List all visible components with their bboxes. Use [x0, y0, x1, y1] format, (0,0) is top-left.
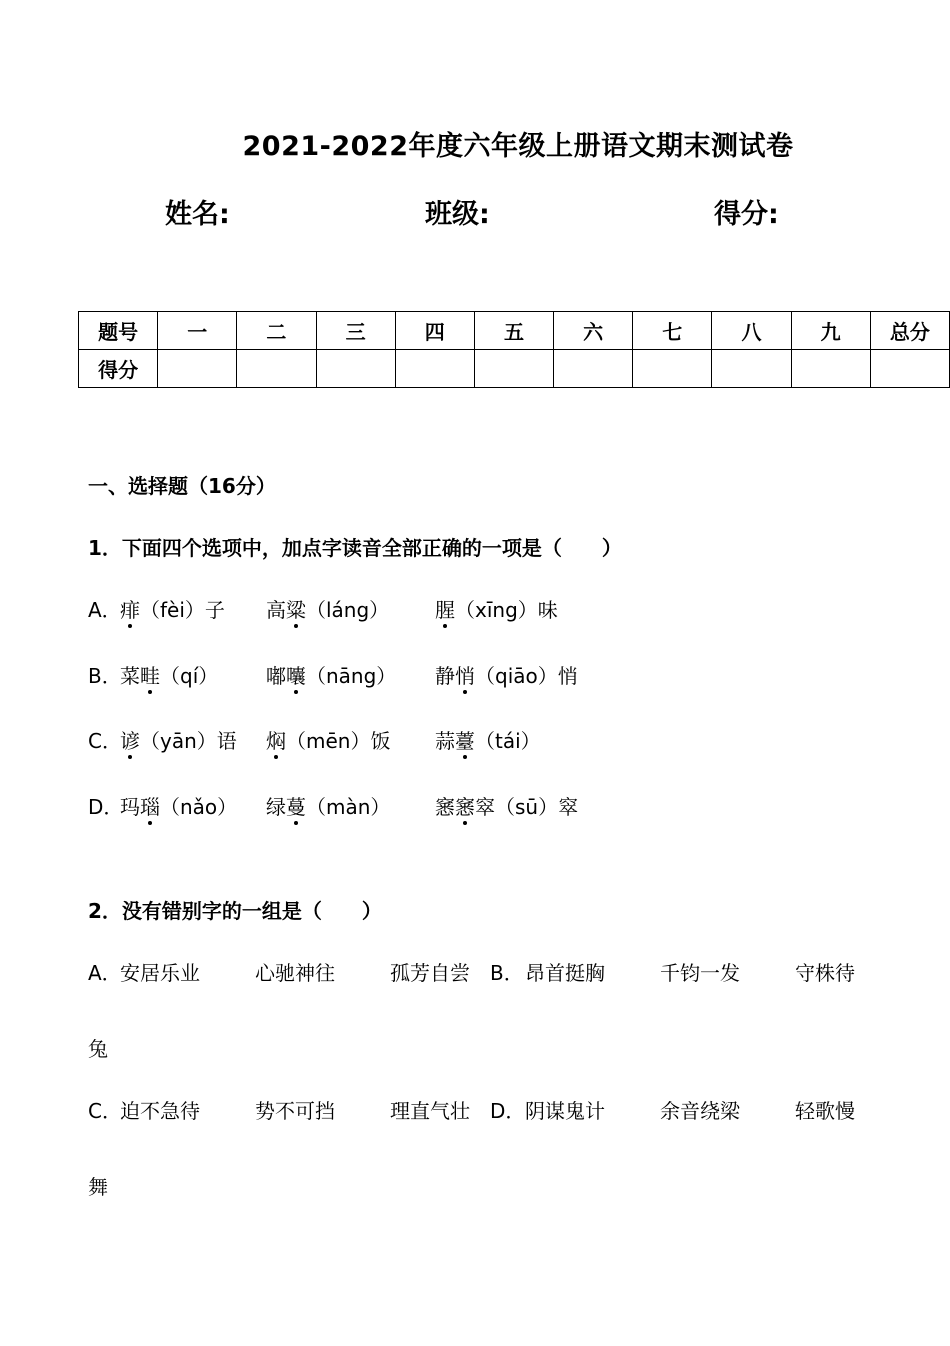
option-item: 势不可挡: [255, 1099, 335, 1123]
score-label: 得分:: [714, 199, 779, 230]
score-input-cell[interactable]: [633, 350, 712, 388]
name-label: 姓名:: [165, 199, 230, 230]
option-letter: D．: [88, 795, 124, 819]
option-letter: C．: [88, 729, 122, 753]
score-table-cell: 题号: [79, 312, 158, 350]
q1-option-b: [88, 660, 688, 690]
score-table-cell: 四: [395, 312, 474, 350]
option-word-1: 痱（fèi）子: [120, 598, 225, 622]
option-letter: B．: [490, 961, 524, 985]
option-item: 孤芳自尝: [390, 961, 470, 985]
score-input-cell[interactable]: [316, 350, 395, 388]
option-word-3: 腥（xīng）味: [435, 598, 558, 622]
option-word-1: 谚（yān）语: [120, 729, 237, 753]
score-input-cell[interactable]: [870, 350, 949, 388]
option-item: 千钧一发: [660, 961, 740, 985]
score-input-cell[interactable]: [395, 350, 474, 388]
section-heading: 一、选择题（16分）: [88, 474, 276, 498]
score-input-cell[interactable]: [158, 350, 237, 388]
option-item: 余音绕梁: [660, 1099, 740, 1123]
page-title: 2021-2022年度六年级上册语文期末测试卷: [242, 131, 794, 162]
score-table-cell: 五: [474, 312, 553, 350]
score-table: [78, 311, 950, 388]
q1-option-a: [88, 594, 688, 624]
q2-option-b-wrap: 兔: [88, 1037, 108, 1061]
question-1-stem: 1．下面四个选项中，加点字读音全部正确的一项是（ ）: [88, 536, 622, 560]
option-letter: A．: [88, 598, 122, 622]
question-2-stem: 2．没有错别字的一组是（ ）: [88, 899, 382, 923]
option-item: 安居乐业: [120, 961, 200, 985]
option-letter: A．: [88, 961, 122, 985]
score-table-cell: 八: [712, 312, 791, 350]
option-word-2: 嘟囔（nāng）: [266, 664, 397, 688]
option-item: 阴谋鬼计: [525, 1099, 605, 1123]
score-table-cell: 三: [316, 312, 395, 350]
option-word-3: 窸窸窣（sū）窣: [435, 795, 579, 819]
score-input-cell[interactable]: [554, 350, 633, 388]
class-label: 班级:: [425, 199, 490, 230]
score-table-cell: 九: [791, 312, 870, 350]
q1-option-c: [88, 725, 688, 755]
option-letter: D．: [490, 1099, 526, 1123]
option-item: 迫不急待: [120, 1099, 200, 1123]
q1-option-d: [88, 791, 688, 821]
score-table-score-row: [79, 350, 950, 388]
option-letter: B．: [88, 664, 122, 688]
score-table-cell: 二: [237, 312, 316, 350]
option-item: 守株待: [795, 961, 855, 985]
score-table-header-row: [79, 312, 950, 350]
option-word-1: 菜畦（qí）: [120, 664, 219, 688]
q2-option-d-wrap: 舞: [88, 1175, 108, 1199]
score-table-cell: 总分: [870, 312, 949, 350]
option-item: 心驰神往: [255, 961, 335, 985]
option-word-2: 绿蔓（màn）: [266, 795, 391, 819]
score-input-cell[interactable]: [712, 350, 791, 388]
score-input-cell[interactable]: [474, 350, 553, 388]
q2-options-ab: [88, 957, 888, 987]
score-table-cell: 一: [158, 312, 237, 350]
option-item: 昂首挺胸: [525, 961, 605, 985]
option-word-2: 高粱（láng）: [266, 598, 390, 622]
option-letter: C．: [88, 1099, 122, 1123]
q2-options-cd: [88, 1095, 888, 1125]
option-word-3: 蒜薹（tái）: [435, 729, 541, 753]
score-input-cell[interactable]: [237, 350, 316, 388]
score-table-cell: 得分: [79, 350, 158, 388]
option-item: 理直气壮: [390, 1099, 470, 1123]
option-word-1: 玛瑙（nǎo）: [120, 795, 238, 819]
option-item: 轻歌慢: [795, 1099, 855, 1123]
score-table-cell: 六: [554, 312, 633, 350]
option-word-3: 静悄（qiāo）悄: [435, 664, 578, 688]
score-input-cell[interactable]: [791, 350, 870, 388]
option-word-2: 焖（mēn）饭: [266, 729, 391, 753]
score-table-cell: 七: [633, 312, 712, 350]
